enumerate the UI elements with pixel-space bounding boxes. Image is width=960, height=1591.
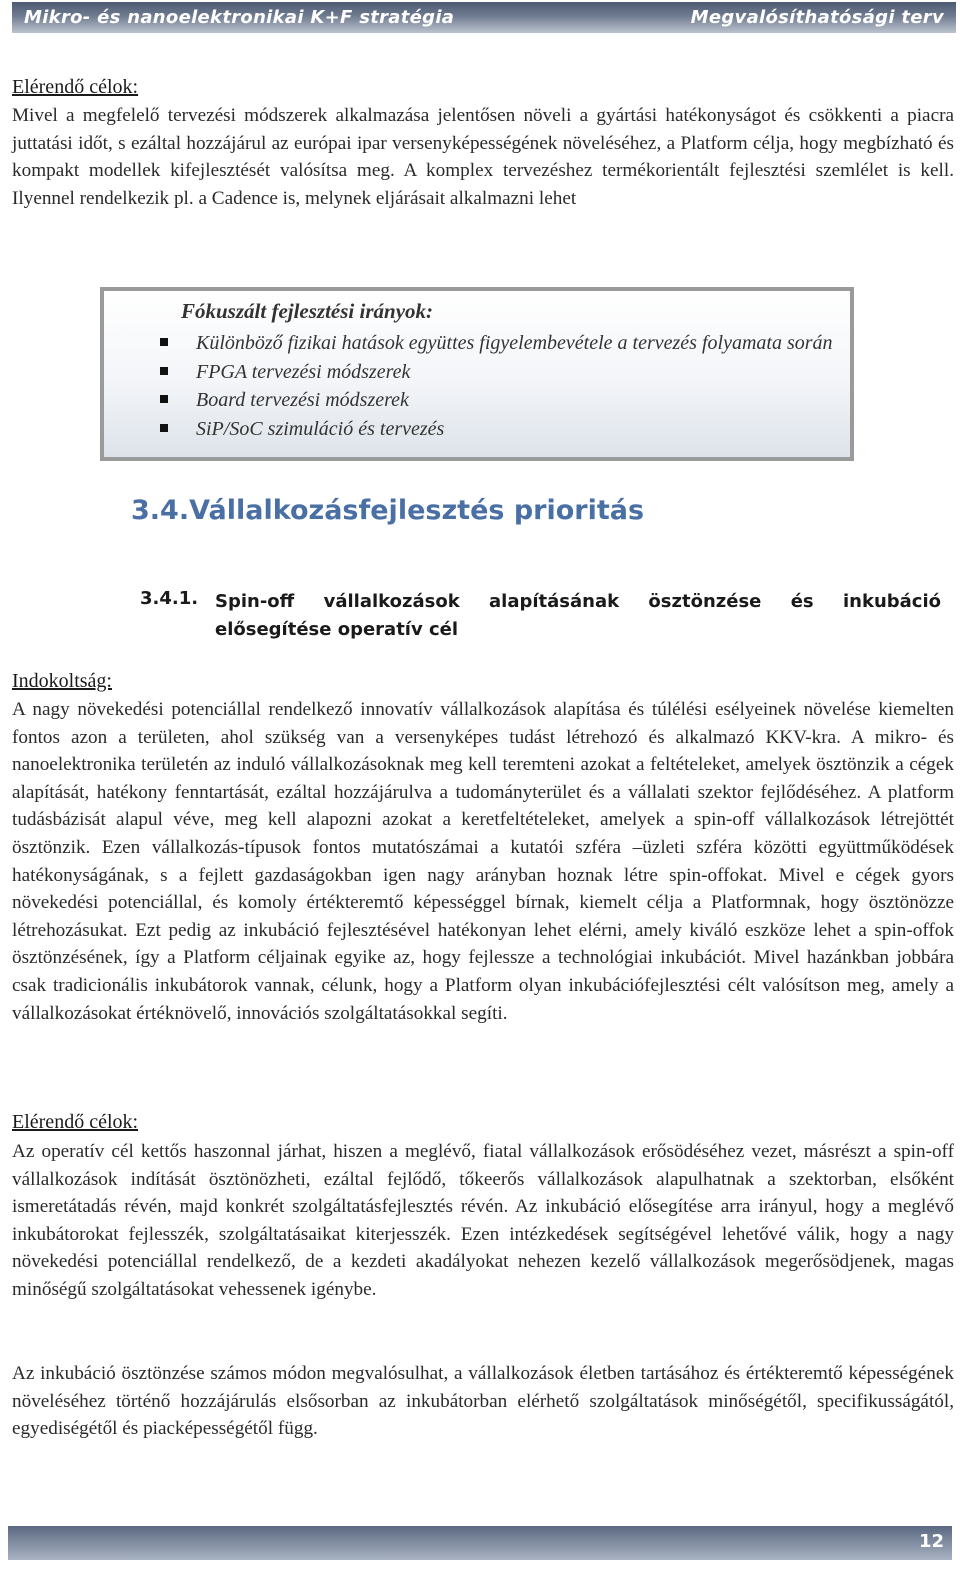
goals-paragraph-2: Az operatív cél kettős haszonnal járhat, hiszen a meglévő, fiatal vállalkozások erősödéséhez vezet, másrészt a spin-off vállalkozások indítását ösztönözheti, ezáltal fejlődő, tőkeerős vállalkozások alapulhatnak a szektorban, elsőként ismeretátadás révén, majd konkrét szolgáltatásfejlesztés révén. Az inkubáció elősegítése arra irányul, hogy a meglévő inkubátorokat fejlesszék, szolgáltatásaikat kiterjesszék. Ezen intézkedések segítségével lehetővé válik, hogy a nagy növekedési potenciállal rendelkező, de a kezdeti akadályokat nehezen kezelő vállalkozások megerősödjenek, magas minőségű szolgáltatásokat vehessenek igénybe. (12, 1141, 954, 1300)
rationale-heading: Indokoltság: (12, 670, 112, 692)
list-item (160, 415, 833, 444)
list-item (160, 358, 833, 387)
section-heading (131, 495, 644, 526)
list-item (160, 386, 833, 415)
header-title-left: Mikro- és nanoelektronikai K+F stratégia (24, 7, 455, 28)
header-bar (12, 2, 956, 33)
header-title-right: Megvalósíthatósági terv (690, 7, 944, 28)
list-item-text: Különböző fizikai hatások együttes figyelembevétele a tervezés folyamata során (196, 332, 833, 354)
incubation-paragraph: Az inkubáció ösztönzése számos módon megvalósulhat, a vállalkozások életben tartásához és értékteremtő képességének növeléséhez történő hozzájárulás elsősorban az inkubátorban elérhető szolgáltatások minőségétől, specifikusságától, egyediségétől és piacképességétől függ. (12, 1363, 954, 1440)
section-title: Vállalkozásfejlesztés prioritás (189, 495, 645, 526)
focus-list (160, 329, 833, 443)
footer-bar (8, 1526, 952, 1560)
goals-heading-2: Elérendő célok: (12, 1111, 139, 1133)
list-item-text: Board tervezési módszerek (196, 389, 409, 411)
goals-paragraph-1: Mivel a megfelelő tervezési módszerek alkalmazása jelentősen növeli a gyártási hatékonyságot és csökkenti a piacra juttatási időt, s ezáltal hozzájárul az európai ipar versenyképességének növeléséhez, a Platform célja, hogy megbízható és kompakt modellek kifejlesztését valósítsa meg. A komplex tervezéshez termékorientált fejlesztési szemlélet is kell. Ilyennel rendelkezik pl. a Cadence is, melynek eljárásait alkalmazni lehet (12, 105, 954, 209)
square-bullet-icon (160, 395, 168, 403)
subsection-number: 3.4.1. (140, 588, 199, 609)
page-number: 12 (918, 1531, 944, 1552)
square-bullet-icon (160, 338, 168, 346)
section-number: 3.4. (131, 495, 190, 526)
square-bullet-icon (160, 367, 168, 375)
square-bullet-icon (160, 424, 168, 432)
goals-heading-1: Elérendő célok: (12, 76, 139, 98)
rationale-paragraph: A nagy növekedési potenciállal rendelkező innovatív vállalkozások alapítása és túlélési esélyeinek növelése kiemelten fontos azon a területen, ahol szükség van a versenyképes tudást létrehozó és alkalmazó KKV-kra. A mikro- és nanoelektronika területén az induló vállalkozásoknak meg kell teremteni azokat a feltételeket, amelyek ösztönzik a cégek alapítását, hatékony fenntartását, ezáltal hozzájárulva a tudományterület és a vállalati szektor fejlődéséhez. A platform tudásbázisát alapul véve, meg kell alapozni azokat a keretfeltételeket, amelyek a spin-off vállalkozások létrejöttét ösztönzik. Ezen vállalkozás-típusok fontos mutatószámai a kutatói szféra –üzleti szféra közötti együttműködések hatékonyságának, s a fejlett gazdaságokban igen nagy arányban hoznak létre spin-offokat. Mivel e cégek gyors növekedési potenciállal, és komoly értékteremtő képességgel bírnak, kiemelt célja a Platformnak, hogy ösztönözze létrehozásukat. Ezt pedig az inkubáció fejlesztésével hatékonyan lehet elérni, amely kiváló eszköze lehet a spin-offok ösztönzésének, így a Platform céljainak egyike az, hogy fejlessze a technológiai inkubációt. Mivel hazánkban jobbára csak tradicionális inkubátorok vannak, célunk, hogy a Platform olyan inkubációfejlesztési célt valósítson meg, amely a vállalkozásokat értéknövelő, innovációs szolgáltatásokkal segíti. (12, 699, 954, 1024)
focus-title: Fókuszált fejlesztési irányok: (181, 299, 434, 323)
list-item-text: SiP/SoC szimuláció és tervezés (196, 417, 445, 440)
subsection-title: Spin-off vállalkozások alapításának ösztönzése és inkubáció elősegítése operatív cél (215, 591, 941, 640)
list-item (160, 329, 833, 358)
focus-box (100, 287, 854, 461)
list-item-text: FPGA tervezési módszerek (196, 360, 411, 383)
